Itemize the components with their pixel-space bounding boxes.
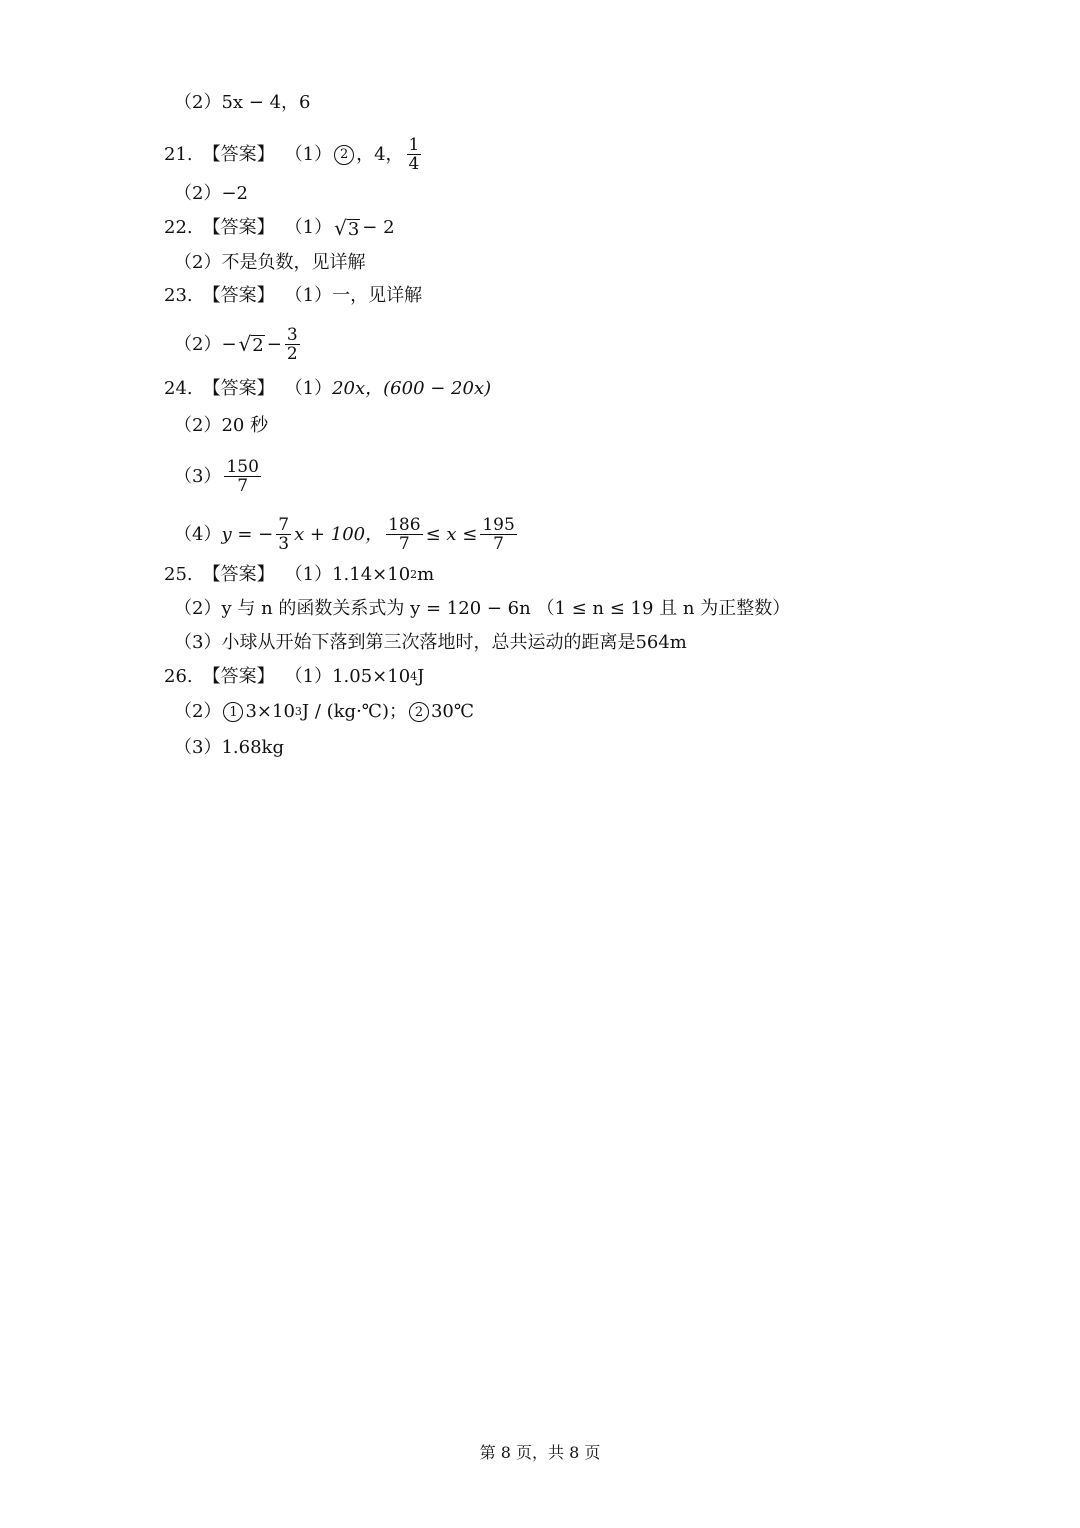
answer-tag: 【答案】 — [202, 564, 275, 585]
part-label: （2） — [174, 415, 222, 436]
numerator: 3 — [286, 325, 298, 345]
answer-line — [164, 284, 422, 308]
answer-line — [164, 136, 424, 173]
part-label: （3） — [174, 465, 222, 487]
denominator: 7 — [493, 534, 504, 554]
unit: J / (kg·℃)； — [301, 701, 407, 722]
answer-expr: 一，见详解 — [332, 285, 423, 306]
answer-text: − — [221, 333, 237, 355]
fraction — [276, 516, 291, 553]
answer-line — [164, 216, 395, 240]
answer-line — [174, 458, 264, 495]
answer-tag: 【答案】 — [202, 217, 275, 238]
circled-number: 2 — [409, 702, 429, 722]
radicand: 3 — [347, 218, 360, 240]
question-number: 24. — [164, 378, 193, 399]
part-label: （2） — [174, 701, 222, 722]
part-label: （2） — [174, 183, 222, 204]
square-root: √ 2 — [238, 332, 264, 356]
part-label: （1） — [284, 143, 333, 165]
answer-line — [174, 631, 687, 655]
part-label: （4） — [174, 523, 222, 545]
radicand: 2 — [252, 335, 264, 356]
answer-line: 25. 【答案】 （1） 1.14×10 2 m — [164, 564, 435, 585]
answer-line — [174, 516, 520, 553]
part-label: （3） — [174, 632, 222, 653]
answer-tag: 【答案】 — [202, 143, 275, 165]
fraction — [285, 326, 300, 363]
part-label: （1） — [284, 378, 333, 399]
part-label: （1） — [284, 666, 333, 687]
denominator: 7 — [237, 476, 249, 496]
question-number: 23. — [164, 285, 193, 306]
part-label: （1） — [284, 285, 333, 306]
circled-number: 1 — [223, 702, 243, 722]
part-label: （1） — [284, 217, 333, 238]
answer-text: − — [266, 333, 282, 355]
question-number: 22. — [164, 217, 193, 238]
answer-text: − 2 — [362, 217, 395, 238]
circled-number: 2 — [334, 145, 354, 165]
answer-line — [164, 377, 491, 401]
denominator: 3 — [278, 534, 290, 554]
unit: J — [417, 666, 425, 687]
answer-expr: 不是负数，见详解 — [221, 252, 366, 273]
question-number: 26. — [164, 666, 193, 687]
fraction — [480, 516, 516, 553]
answer-expr: 1.05×10 — [332, 666, 411, 687]
answer-line — [174, 597, 790, 621]
answer-line: 26. 【答案】 （1） 1.05×10 4 J — [164, 666, 425, 687]
answer-expr: y 与 n 的函数关系式为 y = 120 − 6n （1 ≤ n ≤ 19 且 n 为正整数） — [221, 598, 791, 619]
answer-expr: 5x − 4，6 — [221, 92, 311, 113]
part-label: （2） — [174, 598, 222, 619]
numerator: 7 — [278, 515, 290, 535]
answer-tag: 【答案】 — [202, 285, 275, 306]
part-label: （2） — [174, 333, 222, 355]
answer-line — [174, 251, 365, 275]
square-root: √ 3 — [334, 215, 360, 240]
answer-tag: 【答案】 — [202, 666, 275, 687]
answer-text: y = − — [221, 523, 274, 545]
numerator: 150 — [226, 457, 259, 477]
denominator: 4 — [408, 154, 420, 174]
answer-expr: 1.14×10 — [332, 564, 411, 585]
denominator: 7 — [398, 534, 410, 554]
part-label: （1） — [284, 564, 333, 585]
fraction — [407, 136, 422, 173]
part-label: （2） — [174, 92, 222, 113]
numerator: 195 — [482, 515, 515, 535]
answer-tag: 【答案】 — [202, 378, 275, 399]
answer-line: （2） 1 3×10 3 J / (kg·℃)； 2 30℃ — [174, 701, 475, 722]
answer-expr: 3×10 — [245, 701, 295, 722]
answer-line — [174, 182, 248, 206]
answer-expr: −2 — [221, 183, 248, 204]
numerator: 1 — [408, 135, 420, 155]
answer-text: 30℃ — [430, 701, 475, 722]
answer-line — [174, 326, 303, 363]
question-number: 21. — [164, 143, 193, 165]
answer-expr: 20x，(600 − 20x) — [332, 378, 492, 399]
answer-expr: 小球从开始下落到第三次落地时，总共运动的距离是564m — [221, 632, 687, 653]
answer-text: x + 100， — [294, 523, 384, 545]
answer-text: ，4， — [356, 143, 404, 165]
question-number: 25. — [164, 564, 193, 585]
answer-expr: 1.68kg — [221, 737, 284, 758]
part-label: （2） — [174, 252, 222, 273]
answer-text: ≤ x ≤ — [425, 523, 478, 545]
unit: m — [417, 564, 435, 585]
answer-line — [174, 91, 311, 115]
page-footer: 第 8 页，共 8 页 — [479, 1443, 601, 1462]
answer-line — [174, 414, 268, 438]
answer-expr: 20 秒 — [221, 415, 269, 436]
fraction — [386, 516, 422, 553]
part-label: （3） — [174, 737, 222, 758]
answer-line — [174, 736, 284, 760]
denominator: 2 — [286, 344, 298, 364]
fraction — [224, 458, 260, 495]
numerator: 186 — [388, 515, 421, 535]
